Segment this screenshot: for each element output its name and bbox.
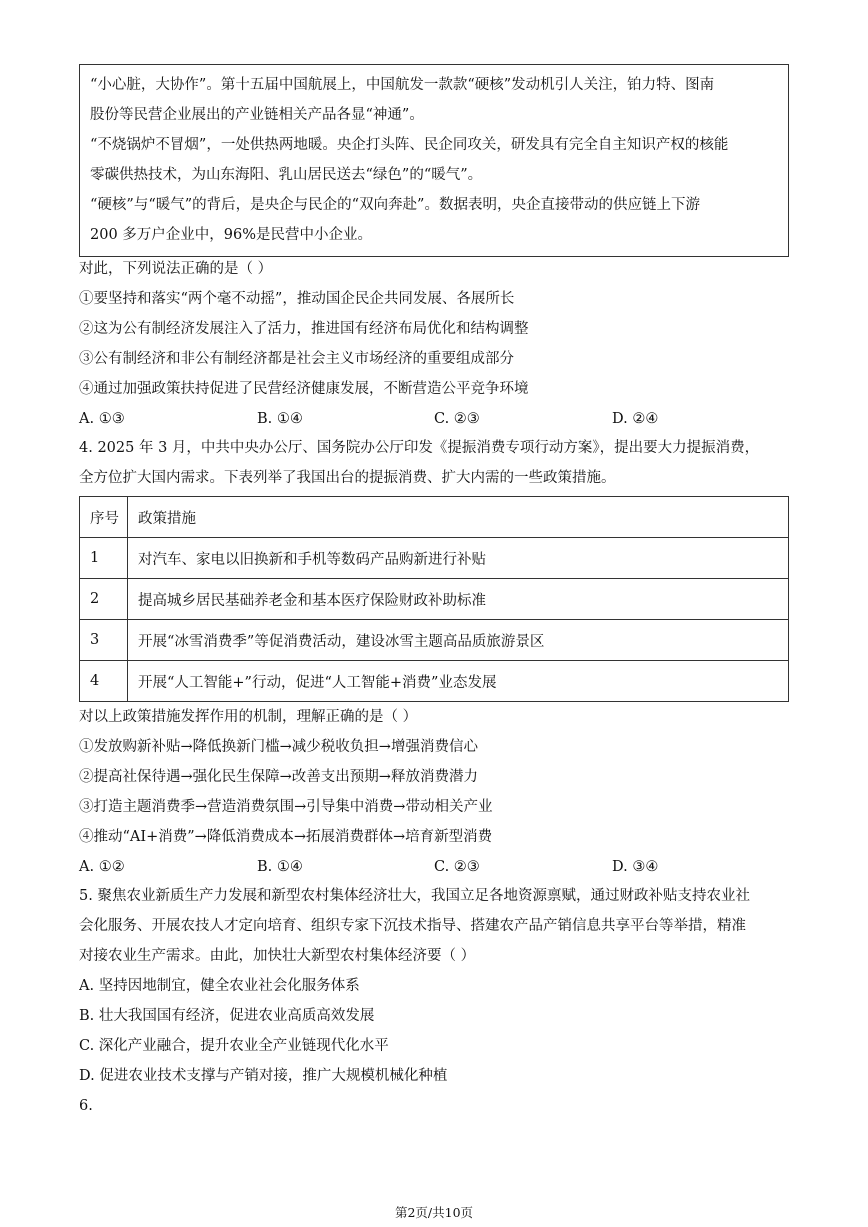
- q4-option-a: A. ①②: [79, 859, 125, 875]
- material-line: “硬核”与“暖气”的背后，是央企与民企的“双向奔赴”。数据表明，央企直接带动的供应链上下游: [90, 197, 700, 213]
- table-cell: 对汽车、家电以旧换新和手机等数码产品购新进行补贴: [128, 538, 789, 579]
- q4-item: ④推动“AI+消费”→降低消费成本→拓展消费群体→培育新型消费: [79, 829, 493, 845]
- q4-item: ③打造主题消费季→营造消费氛围→引导集中消费→带动相关产业: [79, 799, 493, 815]
- q3-option-d: D. ②④: [612, 411, 659, 427]
- table-header-cell: 序号: [80, 497, 128, 538]
- table-cell: 1: [80, 538, 128, 579]
- material-line: “不烧锅炉不冒烟”，一处供热两地暖。央企打头阵、民企同攻关，研发具有完全自主知识产权的核能: [90, 137, 729, 153]
- table-row: [80, 579, 789, 620]
- q3-item: ③公有制经济和非公有制经济都是社会主义市场经济的重要组成部分: [79, 351, 514, 367]
- q5-stem: 对接农业生产需求。由此，加快壮大新型农村集体经济要（ ）: [79, 948, 476, 964]
- table-header-row: [80, 497, 789, 538]
- material-line: 零碳供热技术，为山东海阳、乳山居民送去“绿色”的“暖气”。: [90, 167, 483, 183]
- table-cell: 提高城乡居民基础养老金和基本医疗保险财政补助标准: [128, 579, 789, 620]
- q5-option-a: A. 坚持因地制宜，健全农业社会化服务体系: [79, 978, 360, 994]
- q4-stem: 全方位扩大国内需求。下表列举了我国出台的提振消费、扩大内需的一些政策措施。: [79, 470, 616, 486]
- q4-option-c: C. ②③: [434, 859, 480, 875]
- material-line: 股份等民营企业展出的产业链相关产品各显“神通”。: [90, 107, 424, 123]
- q3-option-c: C. ②③: [434, 411, 480, 427]
- q5-option-c: C. 深化产业融合，提升农业全产业链现代化水平: [79, 1038, 389, 1054]
- material-line: “小心脏，大协作”。第十五届中国航展上，中国航发一款款“硬核”发动机引人关注，铂力特、图南: [90, 77, 715, 93]
- table-row: [80, 620, 789, 661]
- q5-stem: 5. 聚焦农业新质生产力发展和新型农村集体经济壮大，我国立足各地资源禀赋，通过财政补贴支持农业社: [79, 888, 750, 904]
- table-row: [80, 661, 789, 702]
- table-cell: 4: [80, 661, 128, 702]
- q3-option-b: B. ①④: [257, 411, 303, 427]
- q4-stem: 4. 2025 年 3 月，中共中央办公厅、国务院办公厅印发《提振消费专项行动方案》，提出要大力提振消费，: [79, 440, 760, 456]
- table-cell: 2: [80, 579, 128, 620]
- q5-option-b: B. 壮大我国国有经济，促进农业高质高效发展: [79, 1008, 375, 1024]
- material-line: 200 多万户企业中，96%是民营中小企业。: [90, 227, 373, 243]
- q4-question: 对以上政策措施发挥作用的机制，理解正确的是（ ）: [79, 709, 418, 725]
- material-box: [79, 64, 789, 257]
- table-cell: 开展“人工智能+”行动，促进“人工智能+消费”业态发展: [128, 661, 789, 702]
- table-cell: 3: [80, 620, 128, 661]
- q4-item: ②提高社保待遇→强化民生保障→改善支出预期→释放消费潜力: [79, 769, 478, 785]
- q4-option-b: B. ①④: [257, 859, 303, 875]
- q4-option-d: D. ③④: [612, 859, 659, 875]
- table-cell: 开展“冰雪消费季”等促消费活动，建设冰雪主题高品质旅游景区: [128, 620, 789, 661]
- q4-item: ①发放购新补贴→降低换新门槛→减少税收负担→增强消费信心: [79, 739, 478, 755]
- table-row: [80, 538, 789, 579]
- q5-stem: 会化服务、开展农技人才定向培育、组织专家下沉技术指导、搭建农产品产销信息共享平台等举措，精准: [79, 918, 746, 934]
- q3-item: ①要坚持和落实“两个毫不动摇”，推动国企民企共同发展、各展所长: [79, 291, 515, 307]
- q5-option-d: D. 促进农业技术支撑与产销对接，推广大规模机械化种植: [79, 1068, 448, 1084]
- policy-table: [79, 496, 789, 702]
- q3-item: ④通过加强政策扶持促进了民营经济健康发展，不断营造公平竞争环境: [79, 381, 529, 397]
- q3-stem: 对此，下列说法正确的是（ ）: [79, 261, 273, 277]
- q6-number: 6.: [79, 1098, 93, 1114]
- q3-option-a: A. ①③: [79, 411, 125, 427]
- page-footer: 第2页/共10页: [394, 1205, 474, 1220]
- q3-item: ②这为公有制经济发展注入了活力，推进国有经济布局优化和结构调整: [79, 321, 529, 337]
- table-header-cell: 政策措施: [128, 497, 789, 538]
